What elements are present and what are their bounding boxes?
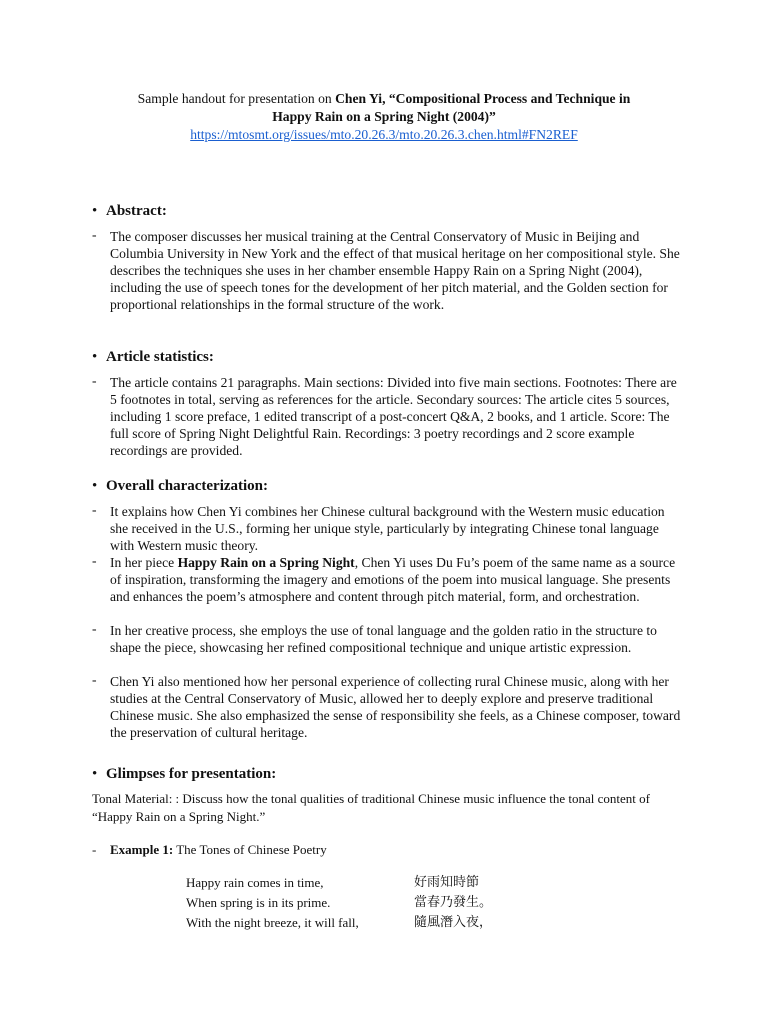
abstract-heading-text: Abstract: [106, 203, 167, 219]
article-title-part1: Chen Yi, “Compositional Process and Technique in [335, 91, 631, 106]
dash-marker: - [92, 842, 97, 857]
dash-marker: - [92, 227, 97, 242]
example-label: Example 1: [110, 842, 174, 857]
bullet-icon: • [92, 349, 98, 365]
dash-marker: - [92, 621, 97, 636]
piece-title: Happy Rain on a Spring Night [177, 555, 355, 570]
statistics-text: The article contains 21 paragraphs. Main sections: Divided into five main sections. Footnotes: There are 5 footnotes in total, serving as references for the article. Secondary sources: The article cites 5 sources, including 1 score preface, 1 edited transcript of a post-concert Q&A, 2 books, and 1 article. Score: The full score of Spring Night Delightful Rain. Recordings: 3 poetry recordings and 2 score example recordings are provided. [110, 375, 677, 458]
overall-item-1 [92, 503, 682, 554]
example-title: The Tones of Chinese Poetry [173, 842, 327, 857]
overall-item-1-text: It explains how Chen Yi combines her Chinese cultural background with the Western music education she received in the U.S., forming her unique style, particularly by integrating Chinese tonal language with Western music theory. [110, 504, 665, 553]
title-prefix: Sample handout for presentation on [137, 91, 336, 106]
poem-line [186, 873, 606, 893]
overall-item-2-text [110, 554, 682, 605]
poem-line [186, 913, 606, 933]
handout-title-line2 [60, 108, 708, 126]
dash-marker: - [92, 553, 97, 568]
abstract-heading [92, 201, 167, 221]
overall-item-2 [92, 554, 682, 605]
poem-chinese: 好雨知時節 [414, 875, 480, 890]
item-2-prefix: In her piece [110, 555, 178, 570]
glimpses-heading-text: Glimpses for presentation: [106, 766, 277, 782]
overall-heading-text: Overall characterization: [106, 478, 269, 494]
overall-item-3 [92, 622, 682, 656]
dash-marker: - [92, 373, 97, 388]
item-2-suffix: , Chen Yi uses Du Fu’s poem of the same name as a source of inspiration, transforming the imagery and emotions of the poem into musical language. She presents and enhances the poem’s atmosphere and content through pitch material, form, and orchestration. [110, 555, 676, 604]
overall-item-4-text: Chen Yi also mentioned how her personal experience of collecting rural Chinese music, along with her studies at the Central Conservatory of Music, allowed her to deeply explore and preserve traditional Chinese music. She also emphasized the sense of responsibility she feels, as a Chinese composer, toward the preservation of cultural heritage. [110, 674, 681, 740]
statistics-heading-text: Article statistics: [106, 349, 214, 365]
bullet-icon: • [92, 203, 98, 219]
overall-heading [92, 476, 268, 496]
article-title-part2: Happy Rain on a Spring Night (2004)” [272, 109, 496, 124]
dash-marker: - [92, 502, 97, 517]
handout-title-line1 [60, 90, 708, 108]
poem-english: With the night breeze, it will fall, [186, 915, 359, 930]
article-link-row [60, 126, 708, 144]
poem-english: When spring is in its prime. [186, 895, 331, 910]
dash-marker: - [92, 672, 97, 687]
statistics-item [92, 374, 682, 459]
article-link[interactable]: https://mtosmt.org/issues/mto.20.26.3/mto.20.26.3.chen.html#FN2REF [190, 127, 578, 142]
poem-chinese: 當春乃發生。 [414, 895, 493, 910]
abstract-item [92, 228, 682, 313]
poem-line [186, 893, 606, 913]
bullet-icon: • [92, 478, 98, 494]
bullet-icon: • [92, 766, 98, 782]
poem-english: Happy rain comes in time, [186, 875, 324, 890]
poem-chinese: 隨風潛入夜， [414, 915, 493, 930]
overall-item-3-text: In her creative process, she employs the use of tonal language and the golden ratio in the structure to shape the piece, showcasing her refined compositional technique and unique artistic expression. [110, 623, 657, 655]
glimpses-heading [92, 764, 276, 784]
abstract-text: The composer discusses her musical training at the Central Conservatory of Music in Beijing and Columbia University in New York and the effect of that musical heritage on her compositional style. She describes the techniques she uses in her chamber ensemble Happy Rain on a Spring Night (2004), including the use of speech tones for the development of her pitch material, and the Golden section for proportional relationships in the formal structure of the work. [110, 229, 680, 312]
tonal-material: Tonal Material: : Discuss how the tonal qualities of traditional Chinese music influence the tonal content of “Happy Rain on a Spring Night.” [92, 791, 650, 824]
overall-item-4 [92, 673, 682, 741]
poem-block [186, 873, 606, 933]
example-1-heading [92, 841, 327, 859]
statistics-heading [92, 347, 214, 367]
